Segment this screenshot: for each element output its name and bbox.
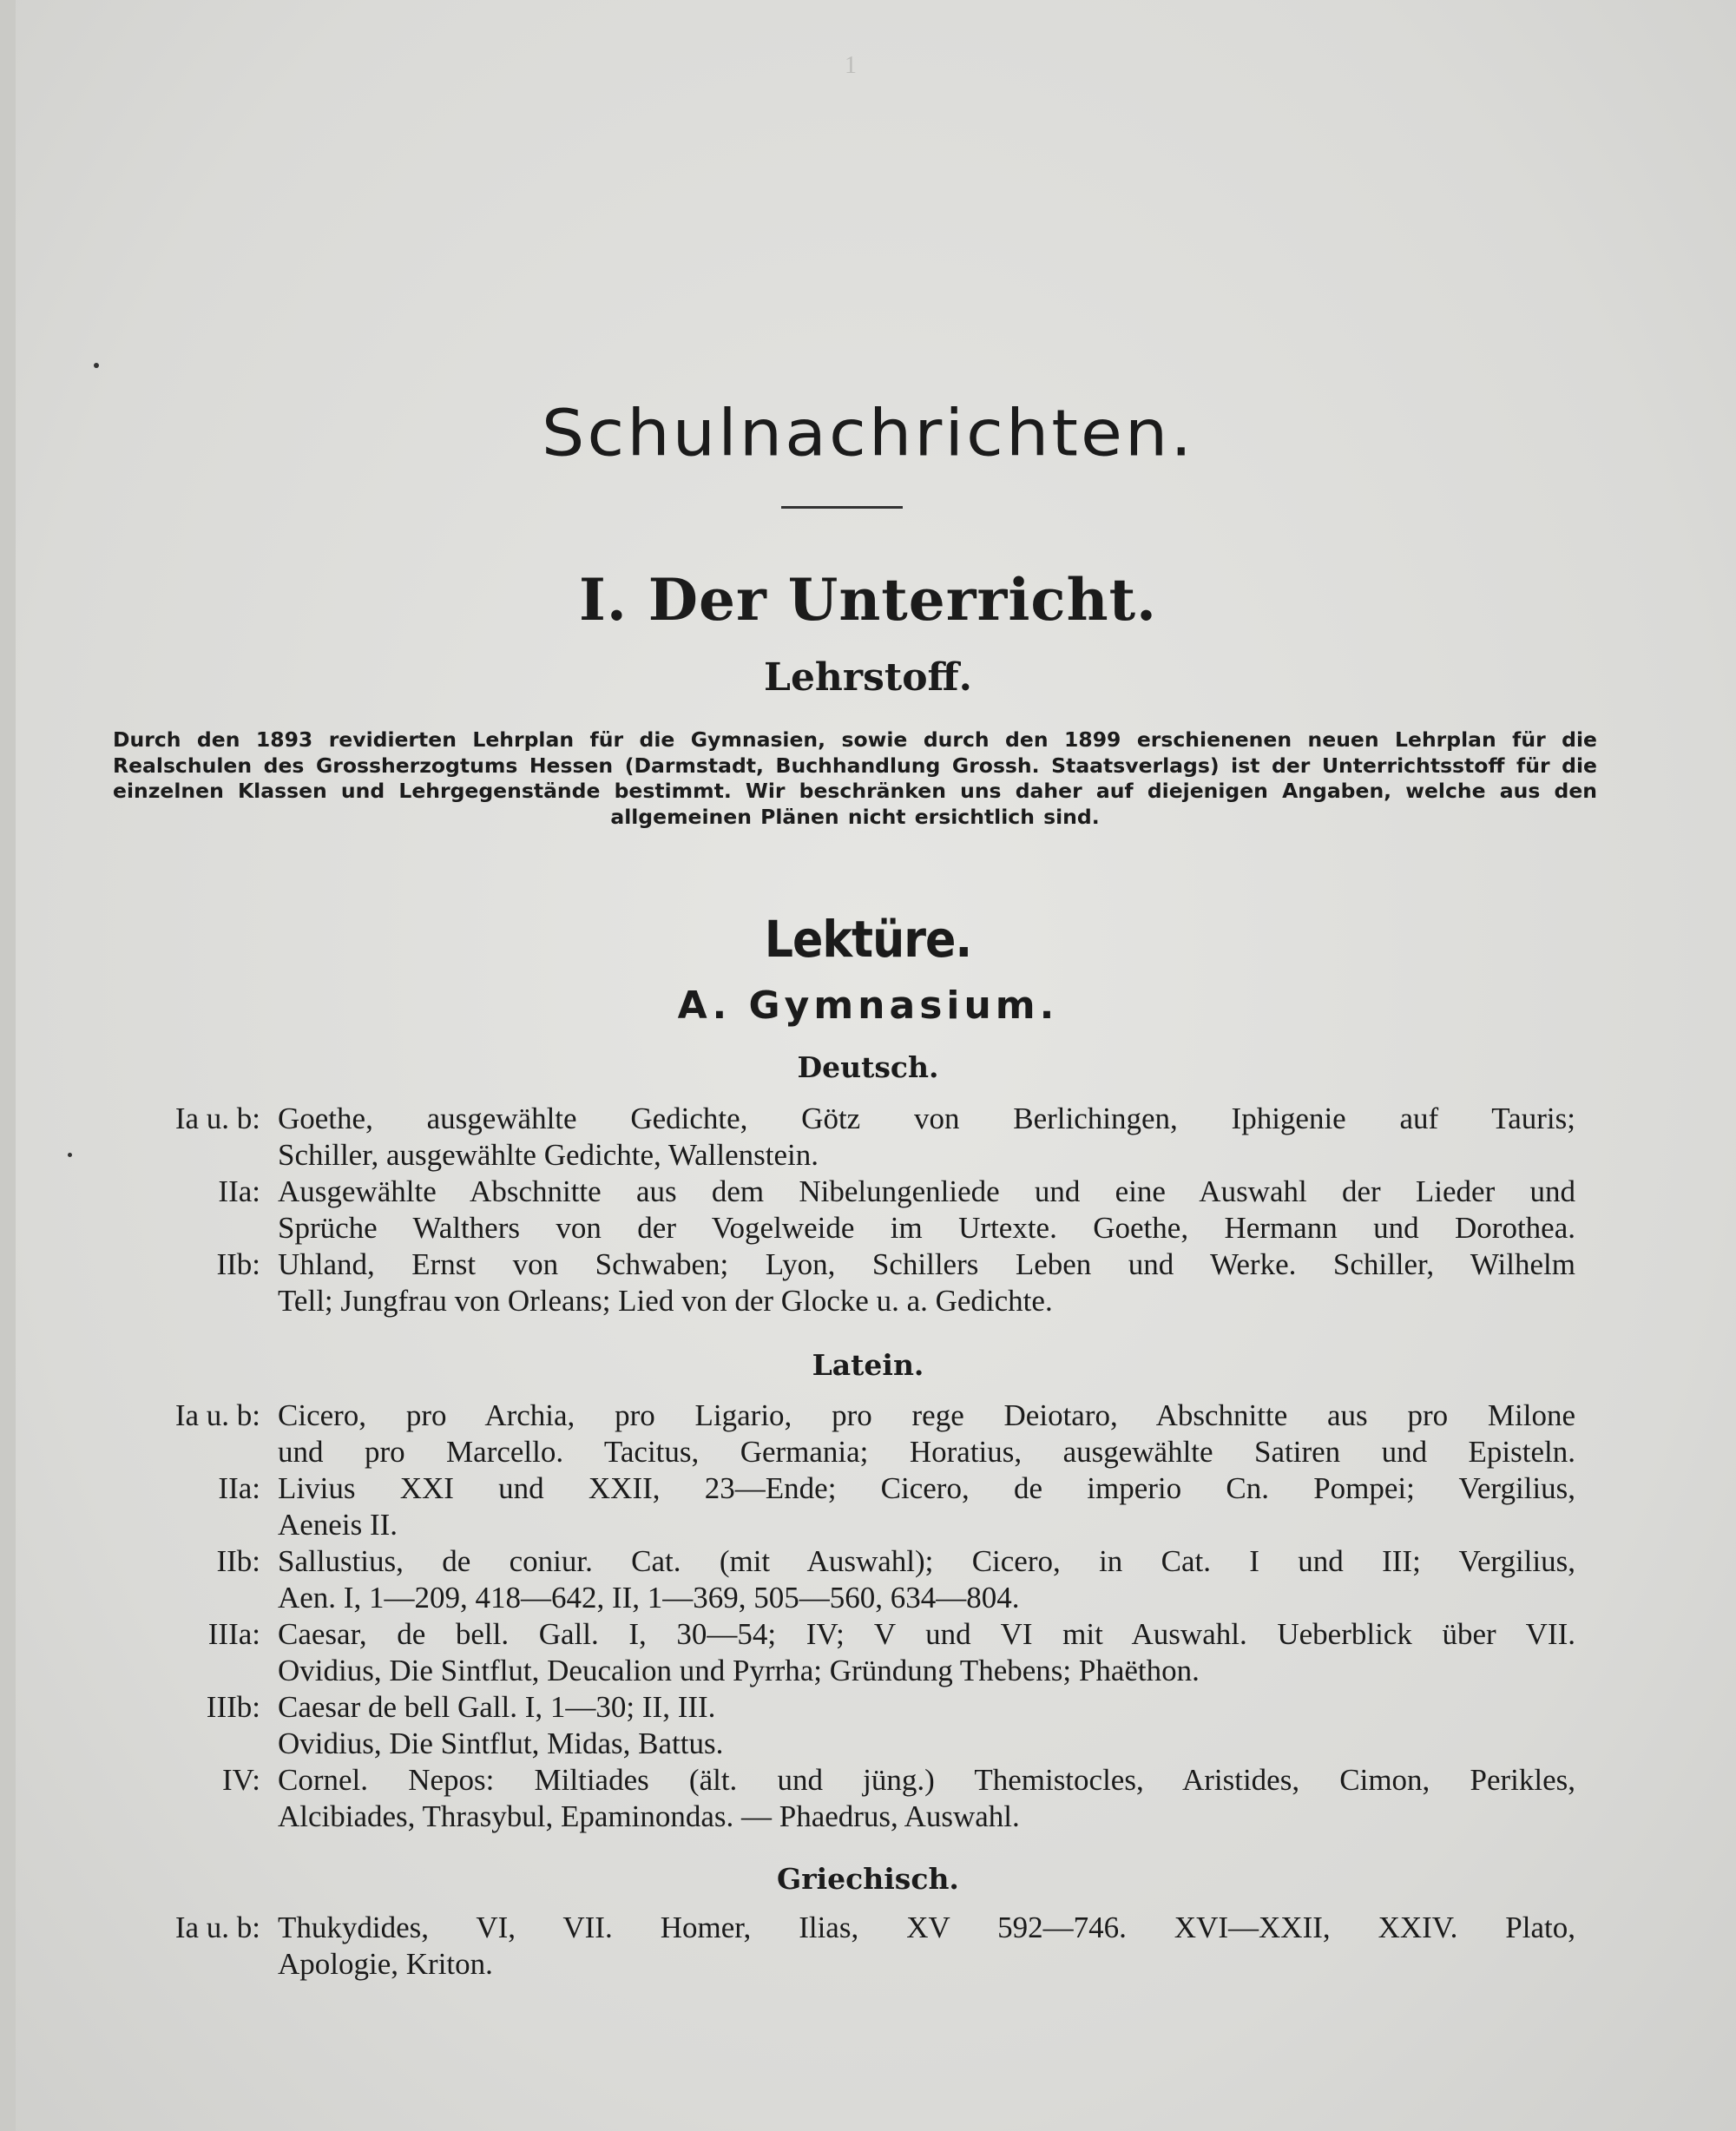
list-item	[0, 1543, 1736, 1616]
subject-list-latein	[0, 1398, 1736, 1835]
entry-line: Cornel. Nepos: Miltiades (ält. und jüng.) Themistocles, Aristides, Cimon, Perikles,	[278, 1763, 1575, 1797]
subject-heading-griechisch: Griechisch.	[777, 1862, 959, 1896]
entry-line: Aeneis II.	[278, 1508, 398, 1542]
entry-line: Goethe, ausgewählte Gedichte, Götz von Berlichingen, Iphigenie auf Tauris;	[278, 1102, 1575, 1135]
school-heading: A. Gymnasium.	[677, 983, 1059, 1028]
list-item	[0, 1398, 1736, 1470]
list-item	[0, 1174, 1736, 1246]
list-item	[0, 1616, 1736, 1689]
entry-line: Apologie, Kriton.	[278, 1947, 493, 1981]
class-label: Ia u. b:	[174, 1398, 260, 1432]
entry-line: Alcibiades, Thrasybul, Epaminondas. — Phaedrus, Auswahl.	[278, 1799, 1020, 1833]
entry-line: Sallustius, de coniur. Cat. (mit Auswahl); Cicero, in Cat. I und III; Vergilius,	[278, 1544, 1575, 1578]
class-label: IIa:	[218, 1471, 260, 1505]
print-speck	[94, 363, 99, 368]
entry-line: Aen. I, 1—209, 418—642, II, 1—369, 505—560, 634—804.	[278, 1581, 1020, 1615]
subject-list-deutsch	[0, 1101, 1736, 1319]
page-title: Schulnachrichten.	[541, 397, 1195, 471]
entry-line: Ovidius, Die Sintflut, Deucalion und Pyrrha; Gründung Thebens; Phaëthon.	[278, 1654, 1200, 1687]
entry-line: Uhland, Ernst von Schwaben; Lyon, Schillers Leben und Werke. Schiller, Wilhelm	[278, 1247, 1575, 1281]
intro-paragraph: Durch den 1893 revidierten Lehrplan für die Gymnasien, sowie durch den 1899 erschienenen neuen Lehrplan für die Realschulen des Grossherzogtums Hessen (Darmstadt, Buchhandlung Grossh. Staatsverlags) ist der Unterrichtsstoff für die einzelnen Klassen und Lehrgegenstände bestimmt. Wir beschränken uns daher auf diejenigen Angaben, welche aus den allgemeinen Plänen nicht ersichtlich sind.	[113, 727, 1597, 829]
class-label: Ia u. b:	[174, 1102, 260, 1135]
title-rule	[781, 506, 903, 509]
entry-line: Livius XXI und XXII, 23—Ende; Cicero, de imperio Cn. Pompei; Vergilius,	[278, 1471, 1575, 1505]
entry-line: Schiller, ausgewählte Gedichte, Wallenstein.	[278, 1138, 819, 1172]
entry-line: Caesar, de bell. Gall. I, 30—54; IV; V und VI mit Auswahl. Ueberblick über VII.	[278, 1617, 1575, 1651]
entry-line: Sprüche Walthers von der Vogelweide im Urtexte. Goethe, Hermann und Dorothea.	[278, 1211, 1575, 1245]
entry-line: Caesar de bell Gall. I, 1—30; II, III.	[278, 1690, 716, 1724]
entry-line: Tell; Jungfrau von Orleans; Lied von der Glocke u. a. Gedichte.	[278, 1284, 1053, 1318]
class-label: IIIb:	[206, 1690, 260, 1724]
faint-page-mark: 1	[845, 52, 857, 79]
entry-line: Thukydides, VI, VII. Homer, Ilias, XV 592—746. XVI—XXII, XXIV. Plato,	[278, 1911, 1575, 1944]
class-label: IV:	[221, 1763, 260, 1797]
entry-line: Ausgewählte Abschnitte aus dem Nibelungenliede und eine Auswahl der Lieder und	[278, 1174, 1575, 1208]
subject-heading-deutsch: Deutsch.	[797, 1050, 939, 1084]
class-label: IIb:	[216, 1544, 260, 1578]
section-heading: Lehrstoff.	[764, 655, 972, 700]
subject-heading-latein: Latein.	[812, 1348, 924, 1382]
class-label: Ia u. b:	[174, 1911, 260, 1944]
class-label: IIIa:	[207, 1617, 260, 1651]
print-speck	[68, 1153, 72, 1157]
list-item	[0, 1101, 1736, 1174]
subject-list-griechisch	[0, 1910, 1736, 1983]
list-item	[0, 1910, 1736, 1983]
list-item	[0, 1689, 1736, 1762]
chapter-heading: I. Der Unterricht.	[578, 566, 1158, 634]
list-item	[0, 1246, 1736, 1319]
entry-line: und pro Marcello. Tacitus, Germania; Horatius, ausgewählte Satiren und Episteln.	[278, 1435, 1575, 1469]
class-label: IIa:	[218, 1174, 260, 1208]
list-item	[0, 1470, 1736, 1543]
entry-line: Cicero, pro Archia, pro Ligario, pro rege Deiotaro, Abschnitte aus pro Milone	[278, 1398, 1575, 1432]
list-item	[0, 1762, 1736, 1835]
lekture-heading: Lektüre.	[764, 910, 972, 969]
class-label: IIb:	[216, 1247, 260, 1281]
entry-line: Ovidius, Die Sintflut, Midas, Battus.	[278, 1727, 724, 1760]
